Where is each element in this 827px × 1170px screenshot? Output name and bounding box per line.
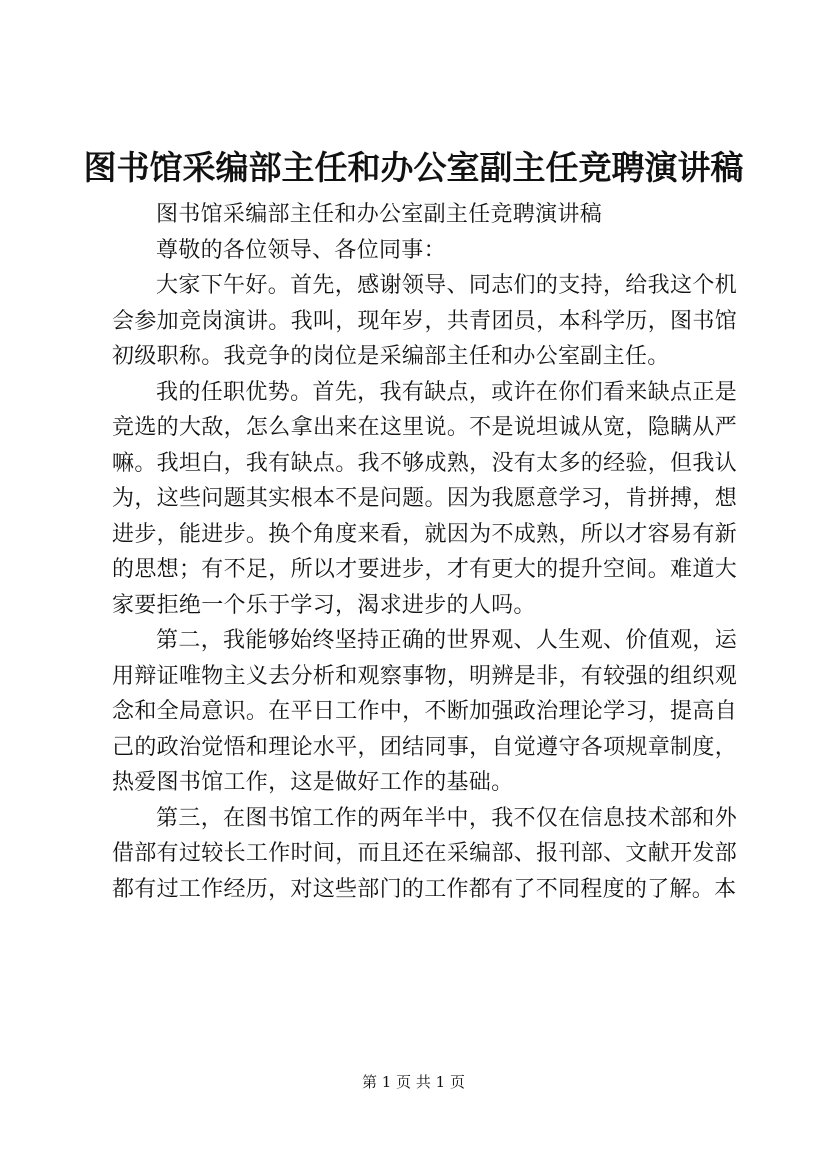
paragraph-introduction: 大家下午好。首先，感谢领导、同志们的支持，给我这个机会参加竞岗演讲。我叫，现年岁，共青团员，本科学历，图书馆初级职称。我竞争的岗位是采编部主任和办公室副主任。	[112, 273, 737, 369]
document-title: 图书馆采编部主任和办公室副主任竞聘演讲稿	[83, 148, 744, 187]
paragraph-advantage-one: 我的任职优势。首先，我有缺点，或许在你们看来缺点正是竞选的大敌，怎么拿出来在这里说。不是说坦诚从宽，隐瞒从严嘛。我坦白，我有缺点。我不够成熟，没有太多的经验，但我认为，这些问题其实根本不是问题。因为我愿意学习，肯拼搏，想进步，能进步。换个角度来看，就因为不成熟，所以才容易有新的思想；有不足，所以才要进步，才有更大的提升空间。难道大家要拒绝一个乐于学习，渴求进步的人吗。	[112, 379, 737, 618]
document-body	[112, 197, 737, 907]
page-number-footer: 第 1 页 共 1 页	[362, 1073, 465, 1091]
paragraph-advantage-three: 第三，在图书馆工作的两年半中，我不仅在信息技术部和外借部有过较长工作时间，而且还在采编部、报刊部、文献开发部都有过工作经历，对这些部门的工作都有了不同程度的了解。本	[112, 805, 737, 902]
paragraph-advantage-two: 第二，我能够始终坚持正确的世界观、人生观、价值观，运用辩证唯物主义去分析和观察事物，明辨是非，有较强的组织观念和全局意识。在平日工作中，不断加强政治理论学习，提高自己的政治觉悟和理论水平，团结同事，自觉遵守各项规章制度，热爱图书馆工作，这是做好工作的基础。	[112, 628, 737, 795]
paragraph-salutation: 尊敬的各位领导、各位同事：	[156, 237, 446, 263]
paragraph-subtitle: 图书馆采编部主任和办公室副主任竞聘演讲稿	[156, 202, 603, 227]
